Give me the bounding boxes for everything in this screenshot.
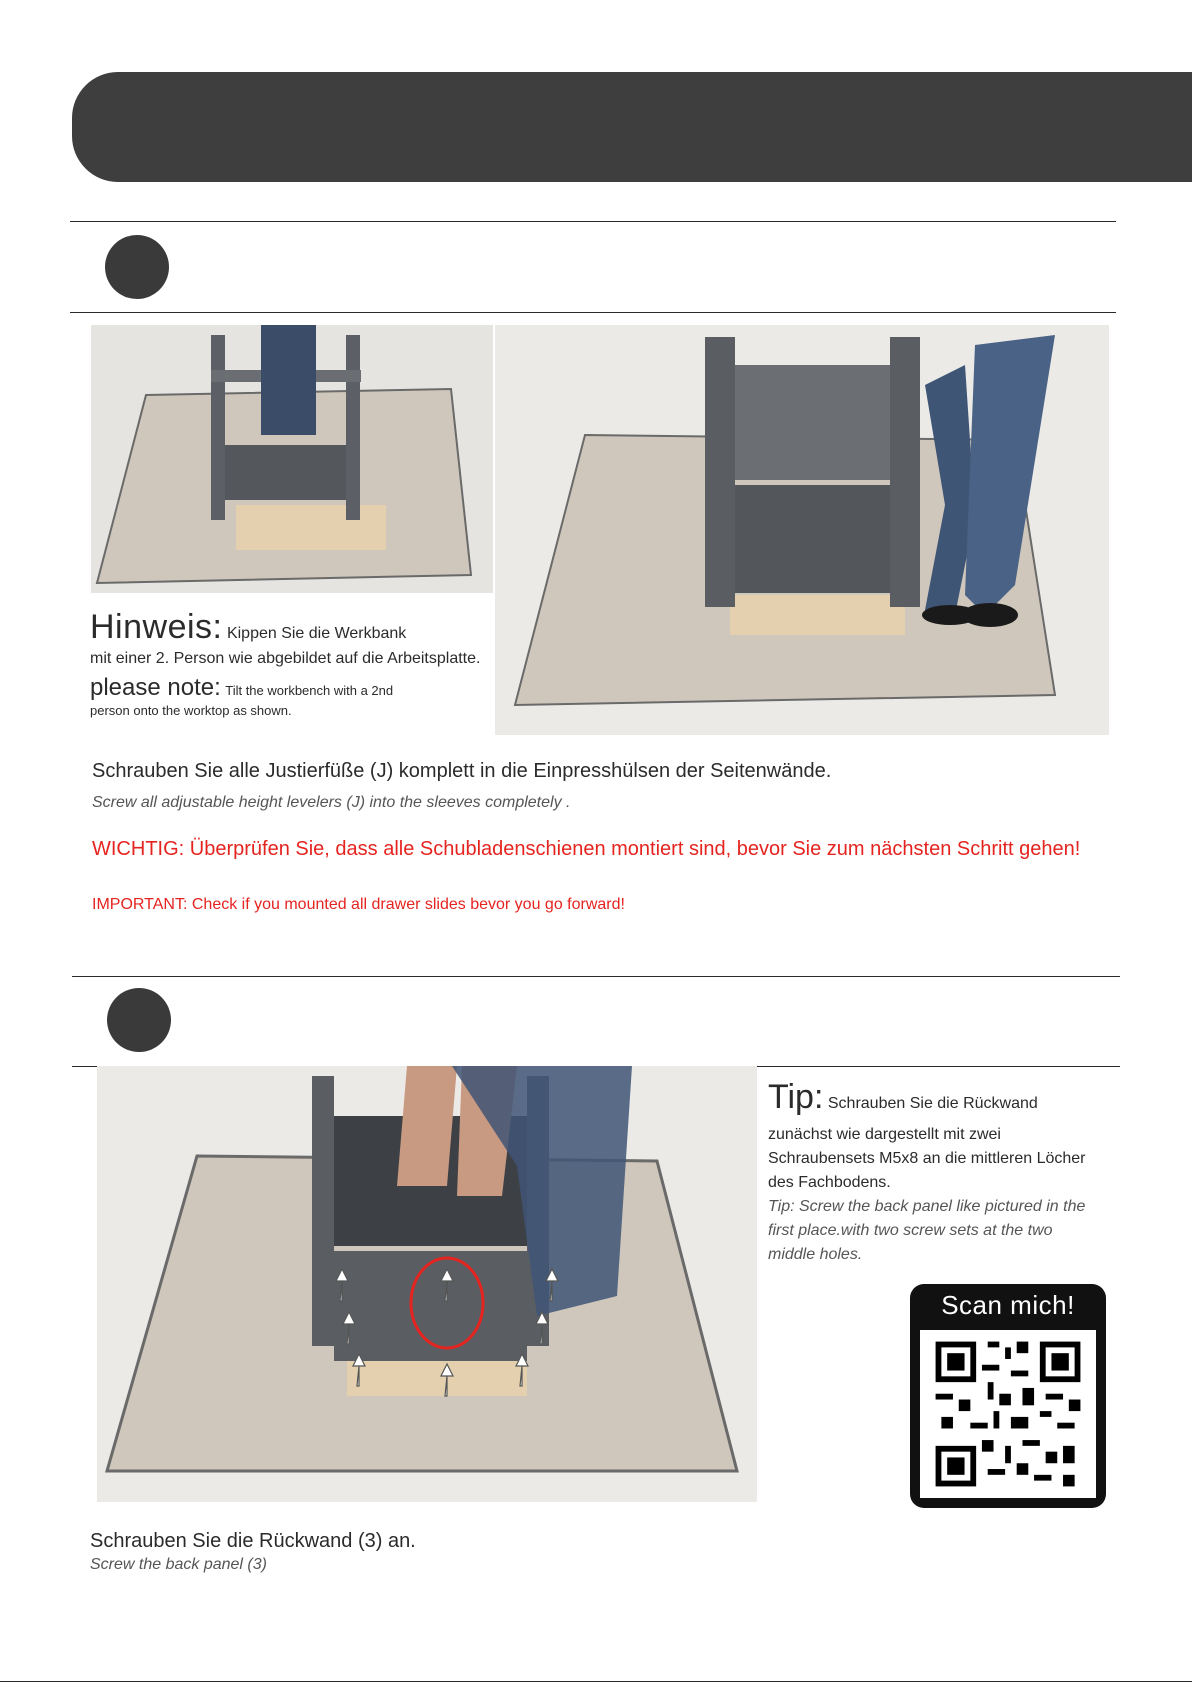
instruction-de-step1: Schrauben Sie alle Justierfüße (J) komplett in die Einpresshülsen der Seitenwände.	[92, 760, 832, 782]
tip-text-en: Tip: Screw the back panel like pictured in the first place.with two screw sets at the two middle holes.	[768, 1198, 1086, 1263]
photo-screw-levelers-illustration	[495, 325, 1109, 735]
note-text-en-line1: Tilt the workbench with a 2nd	[225, 682, 394, 698]
header-banner	[72, 72, 1192, 182]
photo-workbench-tilt-illustration	[91, 325, 493, 593]
tip-heading: Tip:	[768, 1078, 824, 1116]
photo-back-panel-illustration	[97, 1066, 757, 1502]
note-heading-de: Hinweis:	[90, 608, 223, 646]
qr-code-icon	[920, 1330, 1096, 1498]
section-divider-top	[70, 221, 1116, 222]
qr-code[interactable]	[920, 1330, 1096, 1498]
tip-text-de-line1: Schrauben Sie die Rückwand	[827, 1095, 1038, 1112]
warning-en: IMPORTANT: Check if you mounted all drawer slides bevor you go forward!	[92, 896, 625, 913]
note-text-de-line1: Kippen Sie die Werkbank	[226, 625, 407, 642]
instruction-en-step1: Screw all adjustable height levelers (J) into the sleeves completely .	[92, 794, 571, 811]
tip-text-de-rest: zunächst wie dargestellt mit zwei Schraubensets M5x8 an die mittleren Löcher des Fachbodens.	[768, 1126, 1086, 1191]
section2-divider-top	[72, 976, 1120, 977]
note-text-en-rest: person onto the worktop as shown.	[90, 702, 292, 718]
photo-back-panel	[97, 1066, 757, 1502]
step-marker-1	[105, 235, 169, 299]
note-text-de-rest: mit einer 2. Person wie abgebildet auf die Arbeitsplatte.	[90, 649, 481, 667]
note-block	[90, 606, 490, 719]
tip-block	[768, 1072, 1098, 1267]
photo-screw-levelers	[495, 325, 1109, 735]
note-heading-en: please note:	[90, 673, 221, 701]
instruction-de-step2: Schrauben Sie die Rückwand (3) an.	[90, 1530, 416, 1552]
qr-label: Scan mich!	[941, 1290, 1075, 1320]
warning-de: WICHTIG: Überprüfen Sie, dass alle Schubladenschienen montiert sind, bevor Sie zum nächsten Schritt gehen!	[92, 838, 1081, 860]
photo-workbench-tilt	[91, 325, 493, 593]
step-marker-2	[107, 988, 171, 1052]
section-divider-bottom	[70, 312, 1116, 313]
qr-card[interactable]	[910, 1284, 1106, 1508]
page-bottom-rule	[0, 1681, 1192, 1682]
instruction-en-step2: Screw the back panel (3)	[90, 1556, 267, 1573]
